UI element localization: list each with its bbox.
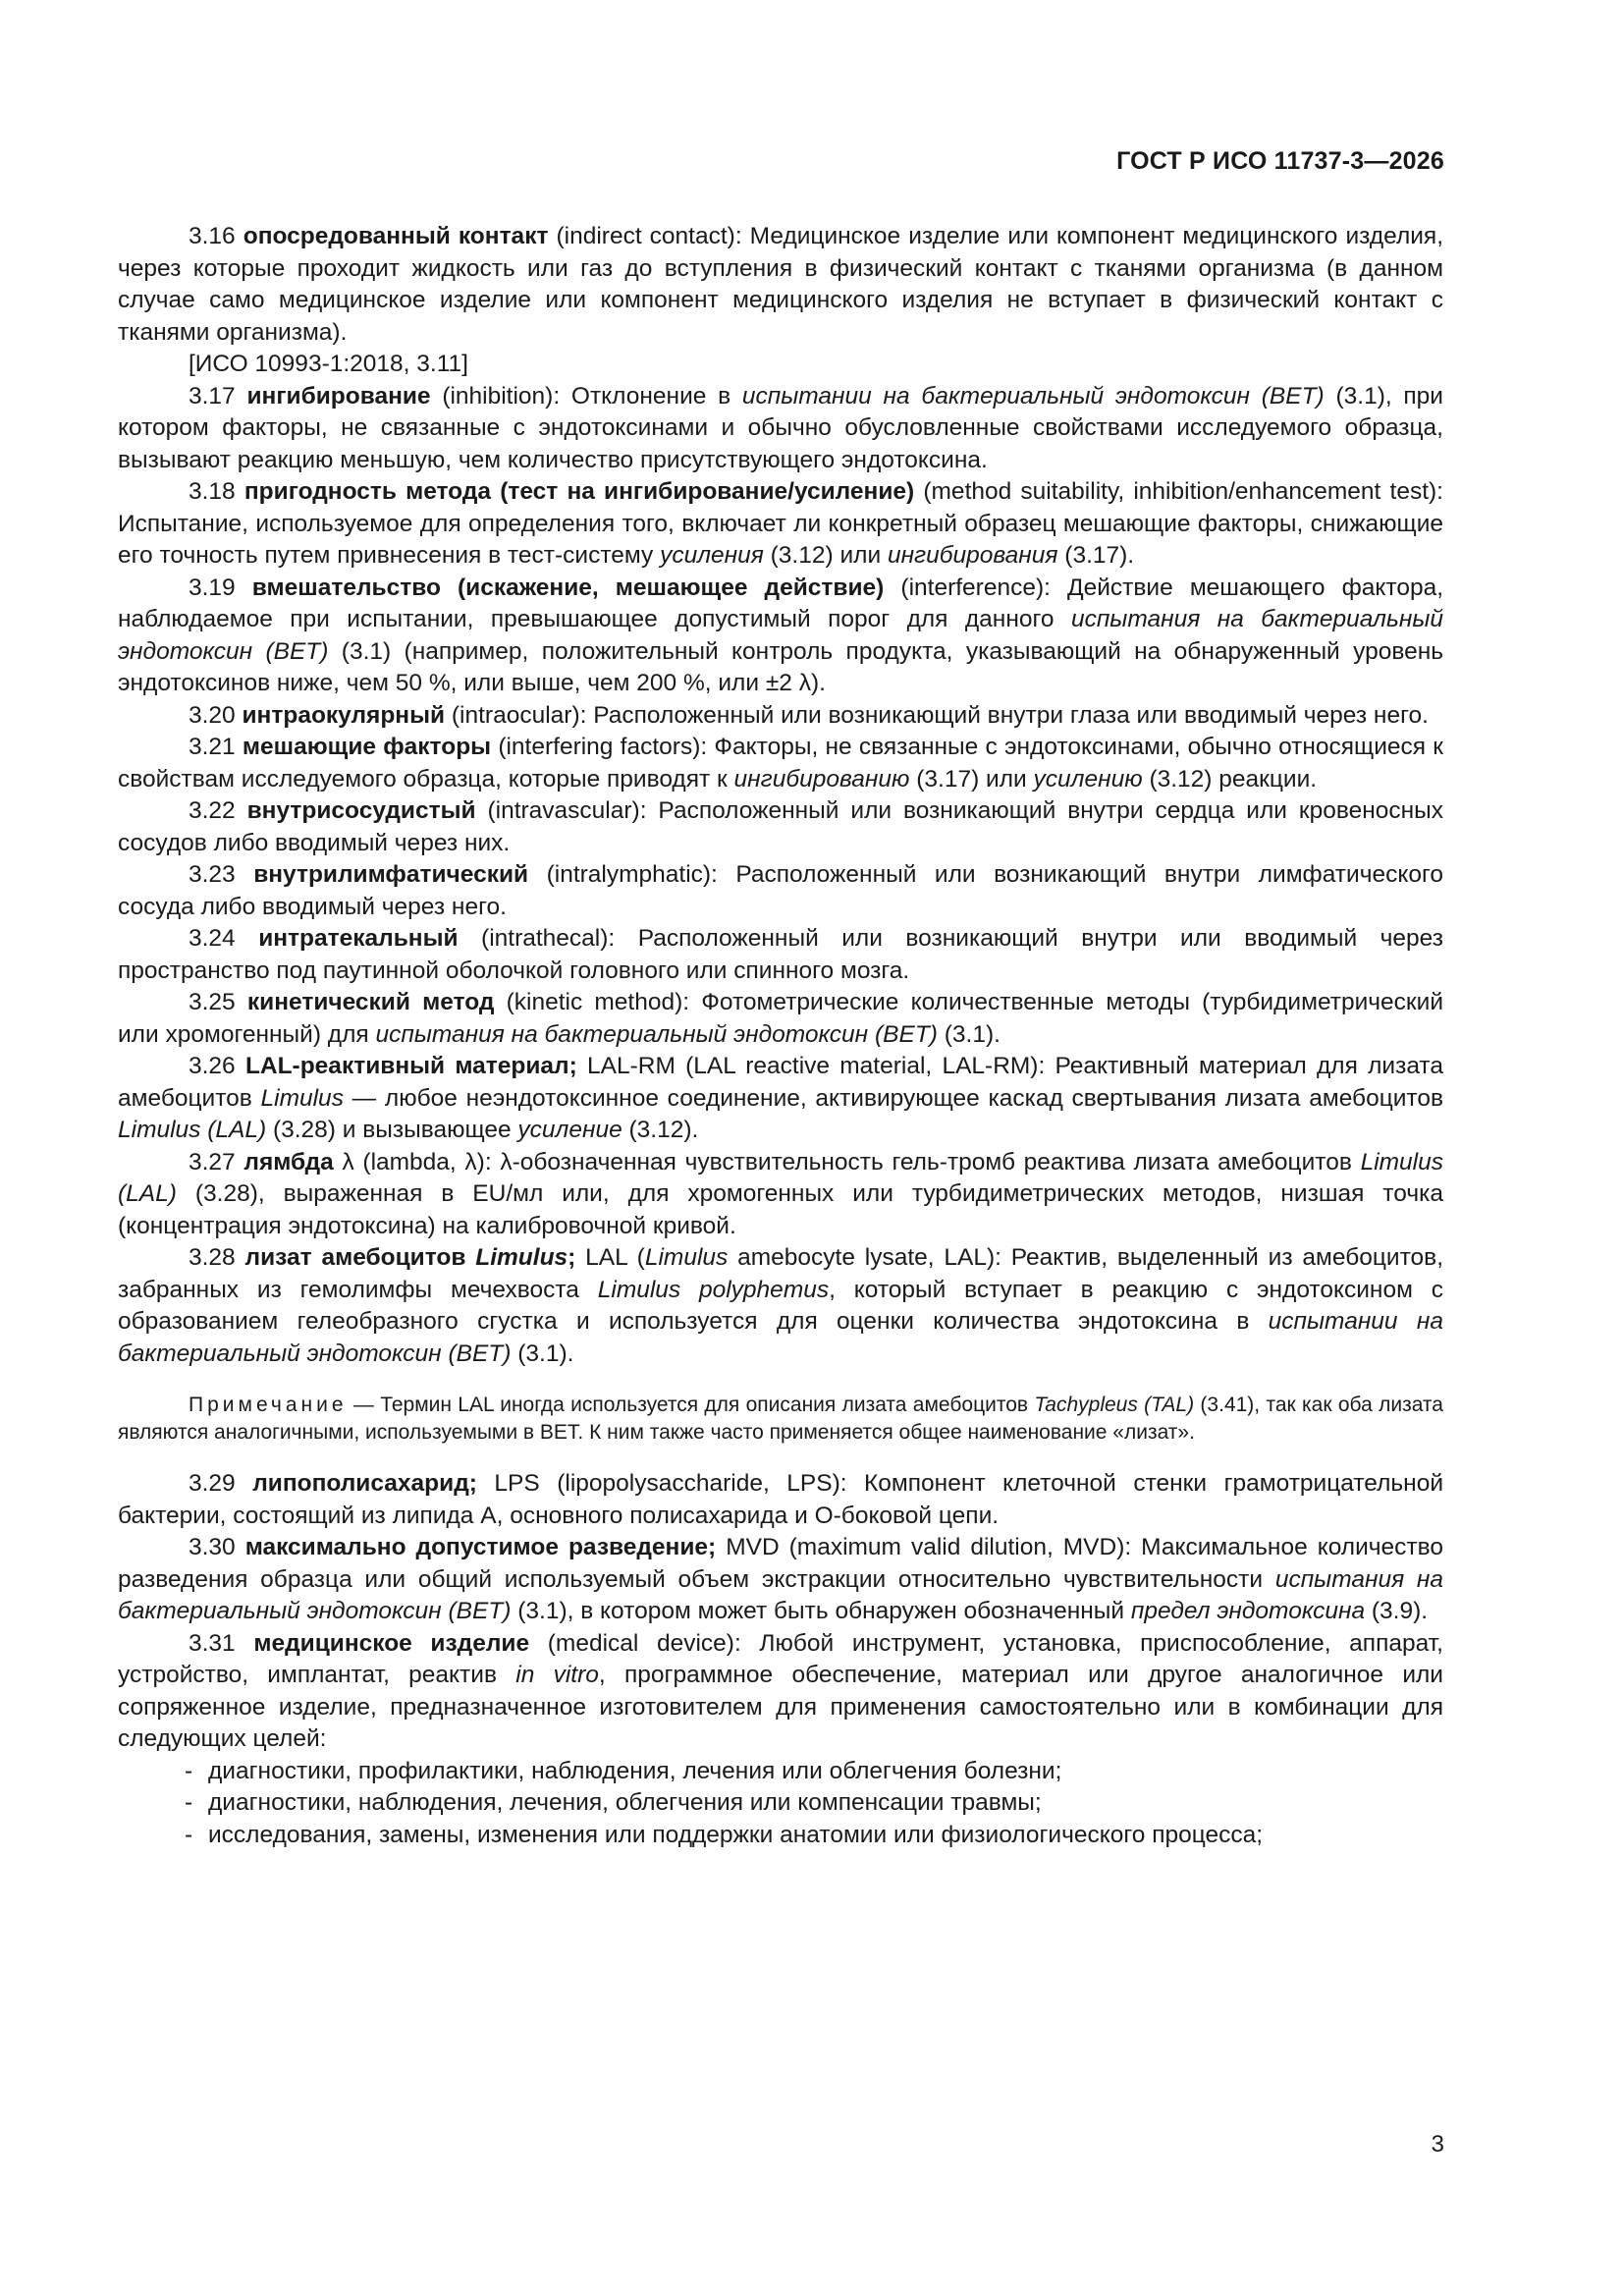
- cross-reference: испытании на бактериальный эндотоксин (BET): [118, 1308, 1443, 1367]
- definition-3-28: 3.28 лизат амебоцитов Limulus; LAL (Limulus amebocyte lysate, LAL): Реактив, выделенный из амебоцитов, забранных из гемолимфы мечехвоста Limulus polyphemus, который вступает в реакцию с эндотоксином с образованием гелеобразного сгустка и используется для оценки количества эндотоксина в испытании на бактериальный эндотоксин (BET) (3.1).: [118, 1244, 1444, 1367]
- term: опосредованный контакт: [243, 223, 549, 249]
- note: Примечание — Термин LAL иногда используется для описания лизата амебоцитов Tachypleus (TAL) (3.41), так как оба лизата являются аналогичными, используемыми в BET. К ним также часто применяется общее наименование «лизат».: [118, 1394, 1443, 1444]
- term: интратекальный: [258, 925, 459, 952]
- term: липополисахарид;: [252, 1470, 477, 1497]
- species-name: Tachypleus (TAL): [1034, 1394, 1195, 1416]
- document-body: [118, 221, 1443, 1851]
- definition-3-24: 3.24 интратекальный (intrathecal): Расположенный или возникающий внутри или вводимый через пространство под паутинной оболочкой головного или спинного мозга.: [118, 925, 1443, 984]
- cross-reference: усиление: [517, 1117, 622, 1143]
- definition-3-30: 3.30 максимально допустимое разведение; MVD (maximum valid dilution, MVD): Максимальное количество разведения образца или общий используемый объем экстракции относительно чувствительности испытания на бактериальный эндотоксин (BET) (3.1), в котором может быть обнаружен обозначенный предел эндотоксина (3.9).: [118, 1534, 1443, 1624]
- cross-reference: Limulus (LAL): [118, 1148, 1443, 1207]
- list-item: - диагностики, наблюдения, лечения, облегчения или компенсации травмы;: [185, 1789, 1042, 1816]
- cross-reference: Limulus (LAL): [118, 1117, 267, 1143]
- term: максимально допустимое разведение;: [244, 1534, 717, 1560]
- definition-3-31: 3.31 медицинское изделие (medical device): Любой инструмент, установка, приспособление, аппарат, устройство, имплантат, реактив in vitro, программное обеспечение, материал или другое аналогичное или сопряженное изделие, предназначенное изготовителем для применения самостоятельно или в комбинации для следующих целей:: [118, 1629, 1443, 1752]
- cross-reference: ингибирования: [887, 542, 1058, 569]
- cross-reference: испытания на бактериальный эндотоксин (BET): [118, 606, 1443, 665]
- cross-reference: усилению: [1033, 765, 1143, 793]
- term: вмешательство (искажение, мешающее действие): [251, 574, 885, 601]
- species-name: Limulus: [644, 1244, 729, 1271]
- cross-reference: ингибированию: [733, 765, 910, 793]
- term: кинетический метод: [246, 989, 495, 1015]
- definition-3-16: 3.16 опосредованный контакт (indirect contact): Медицинское изделие или компонент медицинского изделия, через которые проходит жидкость или газ до вступления в физический контакт с тканями организма (в данном случае само медицинское изделие или компонент медицинского изделия не вступает в физический контакт с тканями организма).: [118, 223, 1443, 346]
- cross-reference: испытании на бактериальный эндотоксин (BET): [741, 382, 1325, 410]
- term: внутрисосудистый: [246, 797, 476, 824]
- definition-3-23: 3.23 внутрилимфатический (intralymphatic): Расположенный или возникающий внутри лимфатического сосуда либо вводимый через него.: [118, 861, 1443, 920]
- term: медицинское изделие: [253, 1629, 530, 1657]
- definition-3-18: 3.18 пригодность метода (тест на ингибирование/усиление) (method suitability, inhibition/enhancement test): Испытание, используемое для определения того, включает ли конкретный образец мешающие факторы, снижающие его точность путем привнесения в тест-систему усиления (3.12) или ингибирования (3.17).: [118, 478, 1443, 569]
- species-name: Limulus polyphemus: [597, 1276, 830, 1303]
- definition-3-17: 3.17 ингибирование (inhibition): Отклонение в испытании на бактериальный эндотоксин (BET) (3.1), при котором факторы, не связанные с эндотоксинами и обычно обусловленные свойствами исследуемого образца, вызывают реакцию меньшую, чем количество присутствующего эндотоксина.: [118, 382, 1443, 473]
- definition-3-19: 3.19 вмешательство (искажение, мешающее действие) (interference): Действие мешающего фактора, наблюдаемое при испытании, превышающее допустимый порог для данного испытания на бактериальный эндотоксин (BET) (3.1) (например, положительный контроль продукта, указывающий на обнаруженный уровень эндотоксинов ниже, чем 50 %, или выше, чем 200 %, или ±2 λ).: [118, 574, 1443, 696]
- cross-reference: испытания на бактериальный эндотоксин (BET): [118, 1565, 1443, 1624]
- source-reference: [ИСО 10993-1:2018, 3.11]: [189, 351, 468, 377]
- document-identifier: ГОСТ Р ИСО 11737-3—2026: [1116, 147, 1444, 175]
- definition-3-20: 3.20 интраокулярный (intraocular): Расположенный или возникающий внутри глаза или вводимый через него.: [189, 701, 1429, 729]
- term: LAL-реактивный материал;: [244, 1053, 577, 1079]
- term: мешающие факторы: [242, 734, 492, 760]
- cross-reference: предел эндотоксина: [1130, 1598, 1366, 1624]
- term: интраокулярный: [242, 701, 446, 729]
- term: лизат амебоцитов Limulus;: [244, 1244, 576, 1271]
- latin-phrase: in vitro: [515, 1662, 599, 1688]
- term: внутрилимфатический: [253, 861, 529, 888]
- list-item: - диагностики, профилактики, наблюдения, лечения или облегчения болезни;: [185, 1757, 1062, 1784]
- cross-reference: испытания на бактериальный эндотоксин (BET): [375, 1020, 938, 1048]
- term: пригодность метода (тест на ингибирование/усиление): [243, 478, 915, 505]
- definition-3-22: 3.22 внутрисосудистый (intravascular): Расположенный или возникающий внутри сердца или кровеносных сосудов либо вводимый через них.: [118, 797, 1443, 856]
- list-item: - исследования, замены, изменения или поддержки анатомии или физиологического процесса;: [185, 1821, 1264, 1848]
- definition-3-27: 3.27 лямбда λ (lambda, λ): λ-обозначенная чувствительность гель-тромб реактива лизата амебоцитов Limulus (LAL) (3.28), выраженная в EU/мл или, для хромогенных или турбидиметрических методов, низшая точка (концентрация эндотоксина) на калибровочной кривой.: [118, 1148, 1443, 1239]
- definition-3-25: 3.25 кинетический метод (kinetic method): Фотометрические количественные методы (турбидиметрический или хромогенный) для испытания на бактериальный эндотоксин (BET) (3.1).: [118, 989, 1444, 1048]
- note-label: Примечание: [189, 1394, 348, 1416]
- term: ингибирование: [246, 382, 431, 410]
- term: лямбда: [243, 1148, 334, 1175]
- species-name: Limulus: [260, 1084, 344, 1112]
- page-number: 3: [1431, 2131, 1444, 2158]
- definition-3-21: 3.21 мешающие факторы (interfering factors): Факторы, не связанные с эндотоксинами, обычно относящиеся к свойствам исследуемого образца, которые приводят к ингибированию (3.17) или усилению (3.12) реакции.: [118, 734, 1443, 793]
- definition-3-26: 3.26 LAL-реактивный материал; LAL-RM (LAL reactive material, LAL-RM): Реактивный материал для лизата амебоцитов Limulus — любое неэндотоксинное соединение, активирующее каскад свертывания лизата амебоцитов Limulus (LAL) (3.28) и вызывающее усиление (3.12).: [118, 1053, 1444, 1143]
- cross-reference: усиления: [660, 542, 764, 569]
- definition-3-29: 3.29 липополисахарид; LPS (lipopolysaccharide, LPS): Компонент клеточной стенки грамотрицательной бактерии, состоящий из липида А, основного полисахарида и О-боковой цепи.: [118, 1470, 1444, 1529]
